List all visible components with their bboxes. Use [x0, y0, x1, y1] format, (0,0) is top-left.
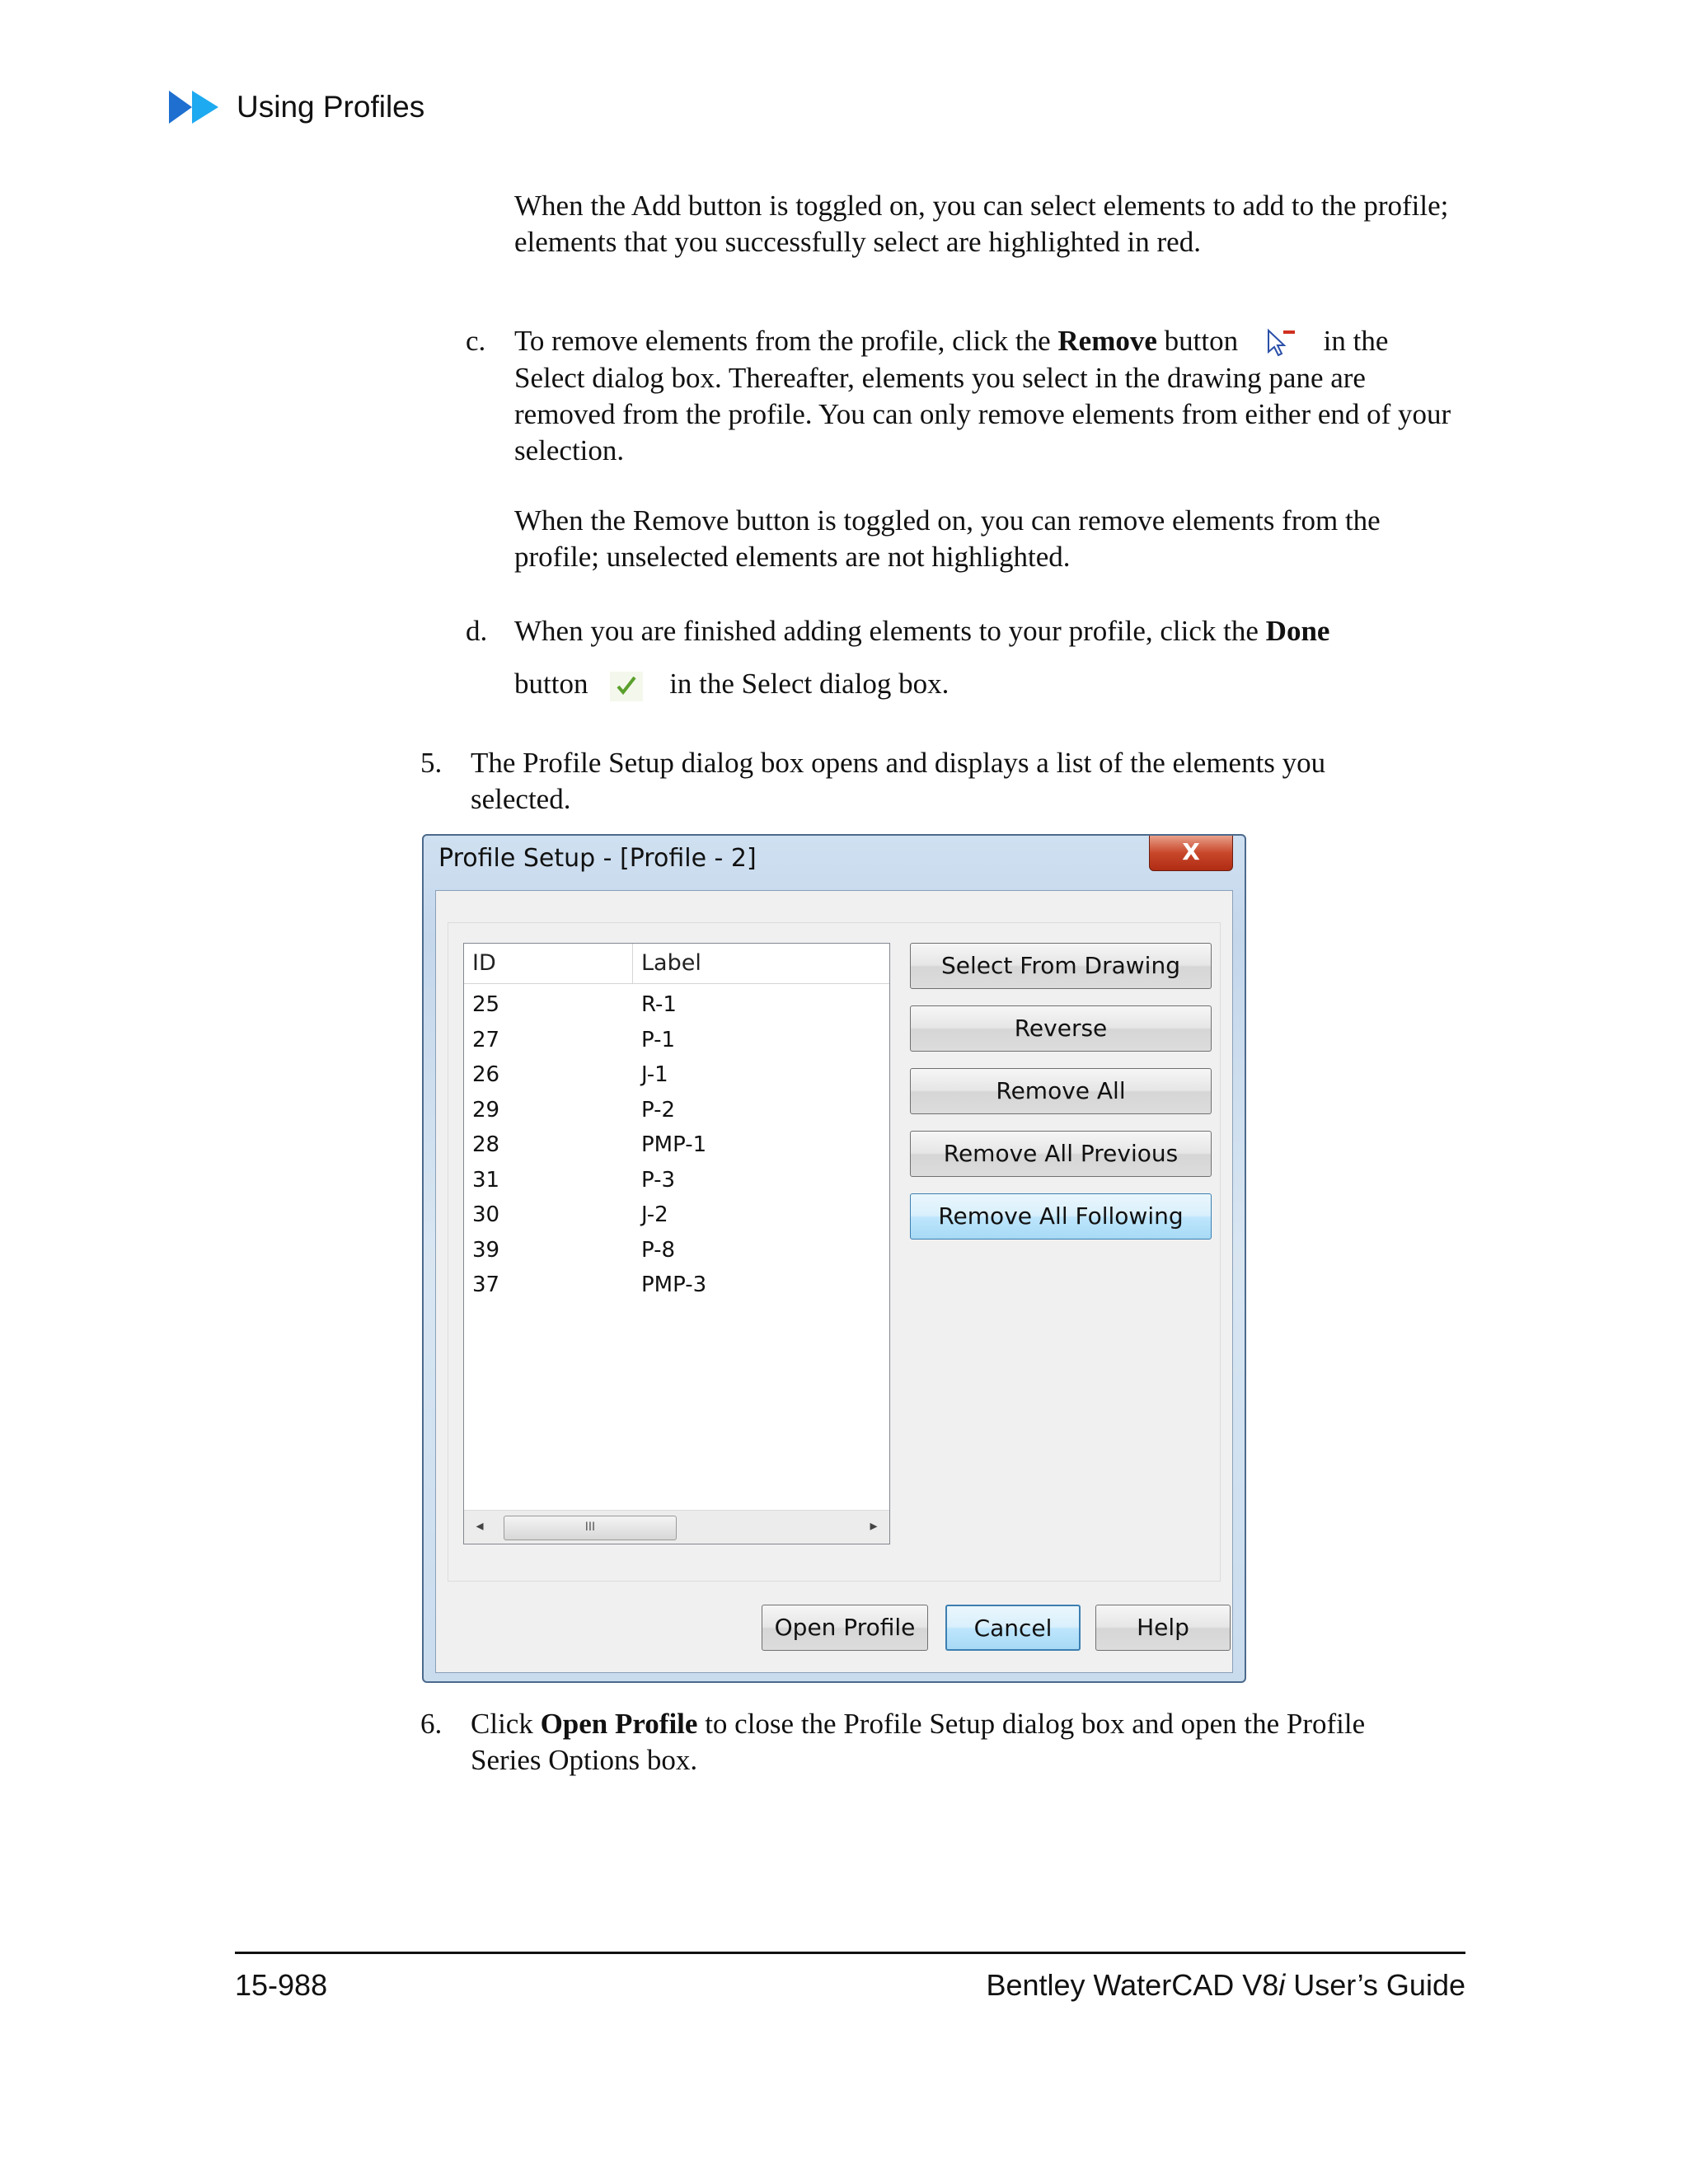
- remove-toggled-paragraph: When the Remove button is toggled on, you can remove elements from the profile; unselected elements are not highlighted.: [514, 504, 1381, 573]
- list-row[interactable]: 26 J-1: [472, 1062, 668, 1088]
- remove-cursor-icon: [1257, 327, 1305, 360]
- step-5-marker: 5.: [420, 747, 443, 779]
- page-number: 15-988: [235, 1968, 328, 2002]
- help-button[interactable]: Help: [1095, 1605, 1231, 1651]
- list-row[interactable]: 30 J-2: [472, 1202, 668, 1228]
- footer-divider: [235, 1952, 1465, 1954]
- select-from-drawing-button[interactable]: Select From Drawing: [910, 943, 1212, 989]
- add-toggled-paragraph: When the Add button is toggled on, you can select elements to add to the profile; elements that you successfully select are highlighted in red.: [514, 190, 1449, 258]
- remove-bold: Remove: [1057, 325, 1157, 357]
- section-title: Using Profiles: [237, 90, 425, 124]
- step-6-text: Click Open Profile to close the Profile Setup dialog box and open the Profile Series Options box.: [471, 1708, 1366, 1776]
- dialog-title: Profile Setup - [Profile - 2]: [438, 844, 757, 873]
- list-row[interactable]: 29 P-2: [472, 1097, 676, 1122]
- done-bold: Done: [1265, 615, 1330, 647]
- step-d-marker: d.: [466, 615, 488, 647]
- list-row[interactable]: 37 PMP-3: [472, 1272, 707, 1298]
- remove-all-button[interactable]: Remove All: [910, 1068, 1212, 1114]
- list-row[interactable]: 27 P-1: [472, 1027, 676, 1052]
- step-d-text: When you are finished adding elements to your profile, click the Done: [514, 615, 1330, 647]
- dialog-client-area: [435, 890, 1233, 1673]
- remove-all-previous-button[interactable]: Remove All Previous: [910, 1131, 1212, 1177]
- list-row[interactable]: 31 P-3: [472, 1167, 676, 1193]
- list-row[interactable]: 39 P-8: [472, 1237, 676, 1263]
- step-c-text: To remove elements from the profile, click the Remove button in the Select dialog box. Thereafter, elements you select in the drawing pane are removed from the profile. You can only remove elements from either end of your selection.: [514, 325, 1451, 466]
- column-header-label[interactable]: Label: [641, 950, 701, 976]
- page-header: [169, 86, 424, 129]
- elements-list[interactable]: [463, 943, 890, 1544]
- list-body: [464, 984, 889, 1303]
- remove-all-following-button[interactable]: Remove All Following: [910, 1193, 1212, 1240]
- column-header-id[interactable]: ID: [464, 944, 633, 983]
- list-row[interactable]: 28 PMP-1: [472, 1132, 707, 1158]
- step-c-marker: c.: [466, 325, 486, 357]
- scroll-right-icon[interactable]: ▸: [870, 1517, 878, 1535]
- dialog-group-panel: [448, 922, 1221, 1582]
- guide-title: Bentley WaterCAD V8i User’s Guide: [986, 1968, 1465, 2002]
- step-5-text: The Profile Setup dialog box opens and displays a list of the elements you selected.: [471, 747, 1326, 815]
- open-profile-bold: Open Profile: [540, 1708, 698, 1740]
- step-d-text-line2: button in the Select dialog box.: [514, 666, 1454, 703]
- horizontal-scrollbar[interactable]: [464, 1510, 889, 1544]
- scroll-left-icon[interactable]: ◂: [476, 1517, 484, 1535]
- open-profile-button[interactable]: Open Profile: [762, 1605, 928, 1651]
- double-arrow-icon: [169, 89, 222, 125]
- profile-setup-dialog: [422, 834, 1246, 1683]
- list-row[interactable]: 25 R-1: [472, 992, 677, 1018]
- close-button[interactable]: X: [1149, 836, 1233, 871]
- done-checkmark-icon: [607, 670, 653, 703]
- scroll-thumb[interactable]: III: [504, 1516, 677, 1540]
- reverse-button[interactable]: Reverse: [910, 1005, 1212, 1052]
- list-header: [464, 944, 889, 984]
- cancel-button[interactable]: Cancel: [945, 1605, 1081, 1651]
- step-6-marker: 6.: [420, 1708, 443, 1740]
